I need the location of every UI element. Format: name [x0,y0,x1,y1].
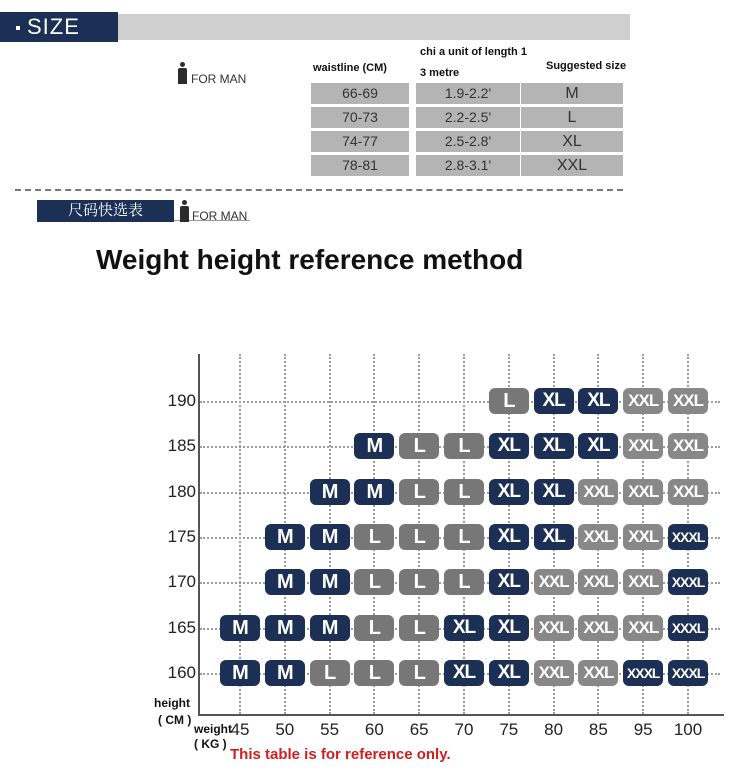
size-badge-l: L [399,479,439,505]
section-divider [15,189,623,191]
man-icon [180,200,189,222]
size-badge-xxxl: XXXL [668,615,708,641]
size-badge-m: M [310,569,350,595]
waist-cell: 78-81 [311,155,409,176]
size-badge-xxl: XXL [623,524,663,550]
size-badge-l: L [354,615,394,641]
size-badge-l: L [354,660,394,686]
size-badge-m: M [310,479,350,505]
size-badge-xxxl: XXXL [623,660,663,686]
size-badge-xl: XL [534,388,574,414]
size-badge-xxl: XXL [668,388,708,414]
quick-table-tag: 尺码快选表 [37,200,174,222]
y-axis-label: height [154,696,190,710]
size-badge-m: M [354,479,394,505]
size-badge-l: L [354,524,394,550]
size-badge-m: M [354,433,394,459]
size-badge-xxl: XXL [623,615,663,641]
waist-cell: 70-73 [311,107,409,128]
size-badge-xxl: XXL [623,569,663,595]
col-waistline-header: waistline (CM) [313,62,387,74]
size-badge-m: M [265,524,305,550]
size-badge-l: L [310,660,350,686]
x-axis-unit: ( KG ) [194,737,227,751]
size-badge-xxl: XXL [668,433,708,459]
size-badge-xxl: XXL [578,524,618,550]
y-tick-label: 175 [167,526,196,546]
waist-cell: 74-77 [311,131,409,152]
size-badge-m: M [265,569,305,595]
size-badge-l: L [399,433,439,459]
chi-cell: 1.9-2.2' [416,83,520,104]
suggested-size-cell: M [521,83,623,104]
size-badge-xl: XL [578,433,618,459]
x-tick-label: 85 [588,720,608,739]
x-tick-label: 65 [409,720,429,739]
size-badge-xxxl: XXXL [668,569,708,595]
size-badge-m: M [310,615,350,641]
size-badge-xl: XL [534,433,574,459]
size-badge-xl: XL [444,660,484,686]
size-header-label: SIZE [27,14,80,39]
suggested-size-cell: XXL [521,155,623,176]
x-tick-label: 50 [275,720,295,739]
x-tick-label: 80 [544,720,564,739]
size-badge-xl: XL [534,479,574,505]
size-badge-xxxl: XXXL [668,524,708,550]
size-badge-m: M [310,524,350,550]
size-badge-xl: XL [489,524,529,550]
size-badge-l: L [444,433,484,459]
size-badge-xxl: XXL [534,615,574,641]
x-tick-label: 70 [454,720,474,739]
for-man-label-2: FOR MAN [192,209,248,223]
size-badge-m: M [220,615,260,641]
y-axis-unit: ( CM ) [158,713,192,727]
size-badge-xxl: XXL [623,388,663,414]
x-tick-label: 75 [499,720,519,739]
size-badge-xxl: XXL [668,479,708,505]
y-tick-label: 170 [167,572,196,592]
for-man-label: FOR MAN [191,72,247,86]
x-tick-label: 100 [673,720,703,739]
y-tick-label: 160 [167,662,196,682]
x-axis-label: weight [194,722,232,736]
size-badge-m: M [220,660,260,686]
y-tick-label: 165 [167,617,196,637]
y-tick-label: 190 [167,391,196,410]
size-tag-dot [16,26,20,30]
size-badge-xl: XL [489,615,529,641]
size-badge-xxl: XXL [578,569,618,595]
suggested-size-cell: L [521,107,623,128]
y-tick-label: 185 [167,436,196,456]
size-badge-l: L [444,569,484,595]
size-badge-xl: XL [489,479,529,505]
size-badge-l: L [444,524,484,550]
x-tick-label: 55 [320,720,340,739]
y-tick-label: 180 [167,481,196,501]
size-badge-l: L [399,524,439,550]
size-badge-l: L [489,388,529,414]
size-badge-xl: XL [578,388,618,414]
col-chi-header-line1: chi a unit of length 1 [420,46,527,58]
chi-cell: 2.5-2.8' [416,131,520,152]
size-badge-xl: XL [489,660,529,686]
size-badge-xxl: XXL [534,569,574,595]
size-badge-l: L [354,569,394,595]
size-badge-l: L [444,479,484,505]
size-badge-l: L [399,660,439,686]
x-axis [198,714,724,716]
size-badge-m: M [265,660,305,686]
size-badge-xxl: XXL [534,660,574,686]
size-badge-xxl: XXL [578,660,618,686]
size-badge-l: L [399,569,439,595]
reference-note: This table is for reference only. [230,746,451,763]
size-badge-xl: XL [489,433,529,459]
man-icon [178,62,187,84]
x-tick-label: 60 [364,720,384,739]
size-badge-xxl: XXL [578,615,618,641]
size-badge-xxl: XXL [623,433,663,459]
size-badge-xxl: XXL [623,479,663,505]
x-tick-label: 45 [230,720,250,739]
size-badge-xl: XL [534,524,574,550]
size-badge-l: L [399,615,439,641]
size-header-tag [0,12,118,42]
size-badge-xl: XL [444,615,484,641]
size-badge-m: M [265,615,305,641]
waist-cell: 66-69 [311,83,409,104]
y-axis [198,354,200,716]
suggested-size-cell: XL [521,131,623,152]
x-tick-label: 95 [633,720,653,739]
size-badge-xl: XL [489,569,529,595]
col-chi-header-line2: 3 metre [420,67,460,79]
size-badge-xxl: XXL [578,479,618,505]
chi-cell: 2.2-2.5' [416,107,520,128]
page-title: Weight height reference method [96,244,524,275]
chi-cell: 2.8-3.1' [416,155,520,176]
col-suggested-header: Suggested size [546,60,627,72]
size-badge-xxxl: XXXL [668,660,708,686]
